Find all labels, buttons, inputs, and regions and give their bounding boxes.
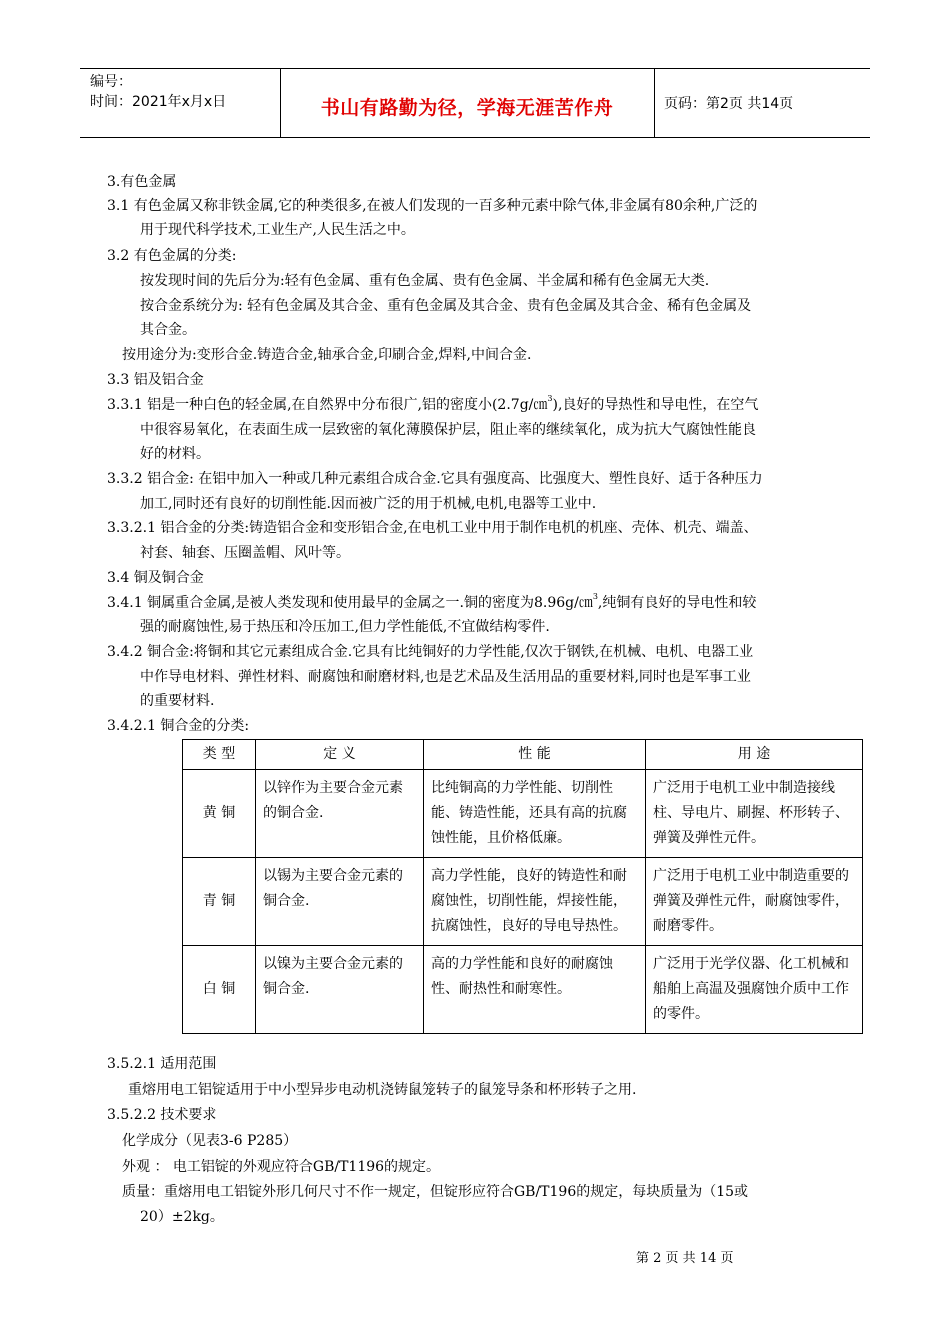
table-row xyxy=(183,770,863,858)
col-header-uses: 用 途 xyxy=(646,740,863,770)
cell-properties: 比纯铜高的力学性能、切削性能、铸造性能，还具有高的抗腐蚀性能，且价格低廉。 xyxy=(424,770,646,858)
cell-uses: 广泛用于电机工业中制造接线柱、导电片、刷握、杯形转子、弹簧及弹性元件。 xyxy=(646,770,863,858)
page-footer: 第 2 页 共 14 页 xyxy=(636,1251,734,1266)
scope-text: 重熔用电工铝锭适用于中小型异步电动机浇铸鼠笼转子的鼠笼导条和杯形转子之用. xyxy=(128,1082,637,1098)
class-by-use: 按用途分为:变形合金.铸造合金,轴承合金,印刷合金,焊料,中间合金. xyxy=(122,347,532,363)
cell-definition: 以锌作为主要合金元素的铜合金. xyxy=(256,770,424,858)
cell-properties: 高力学性能，良好的铸造性和耐腐蚀性，切削性能，焊接性能，抗腐蚀性，良好的导电导热性。 xyxy=(424,858,646,946)
heading-3-5-2-1: 3.5.2.1 适用范围 xyxy=(107,1056,217,1072)
para-3-3-2: 3.3.2 铝合金: 在铝中加入一种或几种元素组合成合金.它具有强度高、比强度大、塑性良好、适于各种压力 xyxy=(107,471,763,487)
para-3-3-1-cont: 中很容易氧化，在表面生成一层致密的氧化薄膜保护层，阻止率的继续氧化，成为抗大气腐蚀性能良 xyxy=(140,422,756,438)
col-header-definition: 定 义 xyxy=(256,740,424,770)
mass-text: 质量：重熔用电工铝锭外形几何尺寸不作一规定，但锭形应符合GB/T196的规定，每块质量为（15或 xyxy=(122,1184,749,1200)
para-3-4-1: 3.4.1 铜属重合金属,是被人类发现和使用最早的金属之一.铜的密度为8.96g/㎝$^3$,纯铜有良好的导电性和较 xyxy=(107,592,757,611)
para-3-4-2-cont: 中作导电材料、弹性材料、耐腐蚀和耐磨材料,也是艺术品及生活用品的重要材料,同时也是军事工业 xyxy=(140,669,751,685)
para-3-3-1: 3.3.1 铝是一种白色的轻金属,在自然界中分布很广,铝的密度小(2.7g/㎝$^3$),良好的导热性和导电性，在空气 xyxy=(107,394,759,413)
cell-uses: 广泛用于光学仪器、化工机械和船舶上高温及强腐蚀介质中工作的零件。 xyxy=(646,946,863,1034)
cell-type: 青 铜 xyxy=(183,858,256,946)
cell-definition: 以锡为主要合金元素的铜合金. xyxy=(256,858,424,946)
page-header xyxy=(80,68,870,138)
heading-3-4: 3.4 铜及铜合金 xyxy=(107,570,204,586)
cell-definition: 以镍为主要合金元素的铜合金. xyxy=(256,946,424,1034)
cell-uses: 广泛用于电机工业中制造重要的弹簧及弹性元件，耐腐蚀零件，耐磨零件。 xyxy=(646,858,863,946)
table-header-row xyxy=(183,740,863,770)
copper-alloy-table xyxy=(182,739,863,1034)
para-3-4-2: 3.4.2 铜合金:将铜和其它元素组成合金.它具有比纯铜好的力学性能,仅次于钢铁,在机械、电机、电器工业 xyxy=(107,644,754,660)
cell-type: 白 铜 xyxy=(183,946,256,1034)
heading-3-4-2-1: 3.4.2.1 铜合金的分类: xyxy=(107,718,250,734)
class-by-alloy-cont: 其合金。 xyxy=(140,322,196,338)
heading-nonferrous: 3.有色金属 xyxy=(107,174,177,190)
table-row xyxy=(183,858,863,946)
heading-3-2: 3.2 有色金属的分类: xyxy=(107,248,237,264)
motto: 书山有路勤为径，学海无涯苦作舟 xyxy=(320,97,614,119)
appearance-text: 外观 ： 电工铝锭的外观应符合GB/T1196的规定。 xyxy=(122,1159,441,1175)
para-3-3-2-1: 3.3.2.1 铝合金的分类:铸造铝合金和变形铝合金,在电机工业中用于制作电机的机座、壳体、机壳、端盖、 xyxy=(107,520,758,536)
table-row xyxy=(183,946,863,1034)
chemical-composition: 化学成分（见表3-6 P285） xyxy=(122,1133,298,1149)
header-meta xyxy=(80,69,281,137)
heading-3-3: 3.3 铝及铝合金 xyxy=(107,372,204,388)
mass-text-cont: 20）±2kg。 xyxy=(140,1209,224,1225)
code-label: 编号： xyxy=(90,74,132,90)
col-header-type: 类 型 xyxy=(183,740,256,770)
class-by-alloy: 按合金系统分为: 轻有色金属及其合金、重有色金属及其合金、贵有色金属及其合金、稀有色金属及 xyxy=(140,298,752,314)
para-3-3-2-1-cont: 衬套、轴套、压圈盖帽、风叶等。 xyxy=(140,545,350,561)
cell-type: 黄 铜 xyxy=(183,770,256,858)
header-page-cell xyxy=(654,69,870,137)
class-by-time: 按发现时间的先后分为:轻有色金属、重有色金属、贵有色金属、半金属和稀有色金属无大类. xyxy=(140,273,710,289)
para-3-4-1-cont: 强的耐腐蚀性,易于热压和冷压加工,但力学性能低,不宜做结构零件. xyxy=(140,619,550,635)
page-info: 页码：第2页 共14页 xyxy=(664,96,794,112)
para-3-3-2-cont: 加工,同时还有良好的切削性能.因而被广泛的用于机械,电机,电器等工业中. xyxy=(140,496,597,512)
para-3-1: 3.1 有色金属又称非铁金属,它的种类很多,在被人们发现的一百多种元素中除气体,非金属有80余种,广泛的 xyxy=(107,198,758,214)
cell-properties: 高的力学性能和良好的耐腐蚀性、耐热性和耐寒性。 xyxy=(424,946,646,1034)
header-motto-cell xyxy=(280,69,655,137)
para-3-1-cont: 用于现代科学技术,工业生产,人民生活之中。 xyxy=(140,222,415,238)
date-label: 时间：2021年x月x日 xyxy=(90,94,227,110)
para-3-4-2-cont2: 的重要材料. xyxy=(140,693,215,709)
para-3-3-1-cont2: 好的材料。 xyxy=(140,446,210,462)
heading-3-5-2-2: 3.5.2.2 技术要求 xyxy=(107,1107,217,1123)
col-header-properties: 性 能 xyxy=(424,740,646,770)
